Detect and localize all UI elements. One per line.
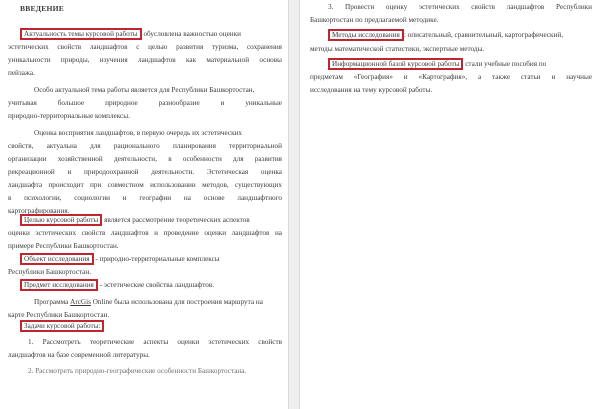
perception-line-7: картографирования.: [8, 207, 70, 215]
object-line-1: [20, 255, 282, 264]
perception-line-2: свойств, актуальна для рационального планирования территориальной: [8, 142, 282, 150]
relevance-line-2: эстетических свойств ландшафтов с целью развития туризма, сохранения: [8, 43, 282, 51]
info-base-line-3: исследования на тему курсовой работы.: [310, 86, 433, 94]
relevance-line-4: пейзажа.: [8, 69, 35, 77]
introduction-heading: ВВЕДЕНИЕ: [20, 4, 64, 13]
tasks-highlight: Задачи курсовой работы:: [20, 320, 104, 332]
info-base-line-2: предметам «География» и «Картография», а также статьи и научные: [310, 73, 592, 81]
task-1-line-1: 1. Рассмотреть теоретические аспекты оценки эстетических свойств: [28, 338, 282, 346]
subject-line-1-text: - эстетические свойства ландшафтов.: [99, 281, 215, 289]
arcgis-link[interactable]: ArcGis: [70, 298, 91, 306]
region-line-2: учитывая большое природное разнообразие и уникальные: [8, 99, 282, 107]
arcgis-line-1: [34, 298, 263, 307]
methods-line-2: методы математической статистики, экспертные методы.: [310, 45, 485, 53]
object-line-2: Республики Башкортостан.: [8, 268, 91, 276]
perception-line-5: ландшафта происходит при совместном использовании методов, существующих: [8, 181, 282, 189]
goal-line-1: [20, 216, 282, 225]
task-3-line-2: Башкортостан по предлагаемой методике.: [310, 16, 439, 24]
tasks-line: [20, 322, 104, 331]
relevance-line-3: уникальности природы, изучения ландшафтов как материальной основы: [8, 56, 282, 64]
right-document-page: [300, 0, 604, 409]
region-line-1: Особо актуальной тема работы является для Республики Башкортостан,: [34, 86, 255, 94]
arcgis-line-1-text: Online была использована для построения маршрута на: [92, 298, 263, 306]
methods-line-1-text: : описательный, сравнительный, картографический,: [403, 31, 564, 39]
goal-highlight: Целью курсовой работы: [20, 214, 102, 226]
task-1-line-2: ландшафтов на базе современной литературы.: [8, 351, 150, 359]
page-gutter: [288, 0, 300, 409]
subject-line-1: [20, 281, 214, 290]
object-highlight: Объект исследования: [20, 253, 94, 265]
perception-line-4: рекреационной и природоохранной деятельности. Эстетическая оценка: [8, 168, 282, 176]
arcgis-line-1-pre: Программа: [34, 298, 69, 306]
arcgis-line-2: карте Республики Башкортостан.: [8, 311, 110, 319]
perception-line-6: в психологии, социологии и географии на основе ландшафтного: [8, 194, 282, 202]
info-base-line-1: [328, 60, 592, 69]
methods-highlight: Методы исследования: [328, 29, 404, 41]
left-document-page: [0, 0, 288, 409]
relevance-line-1-text: обусловлена важностью оценки: [143, 30, 241, 38]
subject-highlight: Предмет исследования: [20, 279, 98, 291]
info-base-highlight: Информационной базой курсовой работы: [328, 58, 463, 70]
methods-line-1: [328, 31, 592, 40]
goal-line-3: примере Республики Башкортостан.: [8, 242, 119, 250]
info-base-line-1-text: стали учебные пособия по: [465, 60, 547, 68]
relevance-line-1: [20, 30, 282, 39]
perception-line-1: Оценка восприятия ландшафтов, в первую очередь их эстетических: [34, 129, 243, 137]
relevance-highlight: Актуальность темы курсовой работы: [20, 28, 142, 40]
object-line-1-text: - природно-территориальные комплексы: [95, 255, 220, 263]
task-2-line-1: 2. Рассмотреть природно-географические особенности Башкортостана.: [28, 367, 247, 375]
region-line-3: природно-территориальные комплексы.: [8, 112, 130, 120]
perception-line-3: организации хозяйственной деятельности, в особенности для развития: [8, 155, 282, 163]
task-3-line-1: 3. Провести оценку эстетических свойств ландшафтов Республики: [328, 3, 592, 11]
goal-line-2: оценки эстетических свойств ландшафтов и проведение оценки ландшафтов на: [8, 229, 282, 237]
goal-line-1-text: является рассмотрение теоретических аспектов: [104, 216, 250, 224]
